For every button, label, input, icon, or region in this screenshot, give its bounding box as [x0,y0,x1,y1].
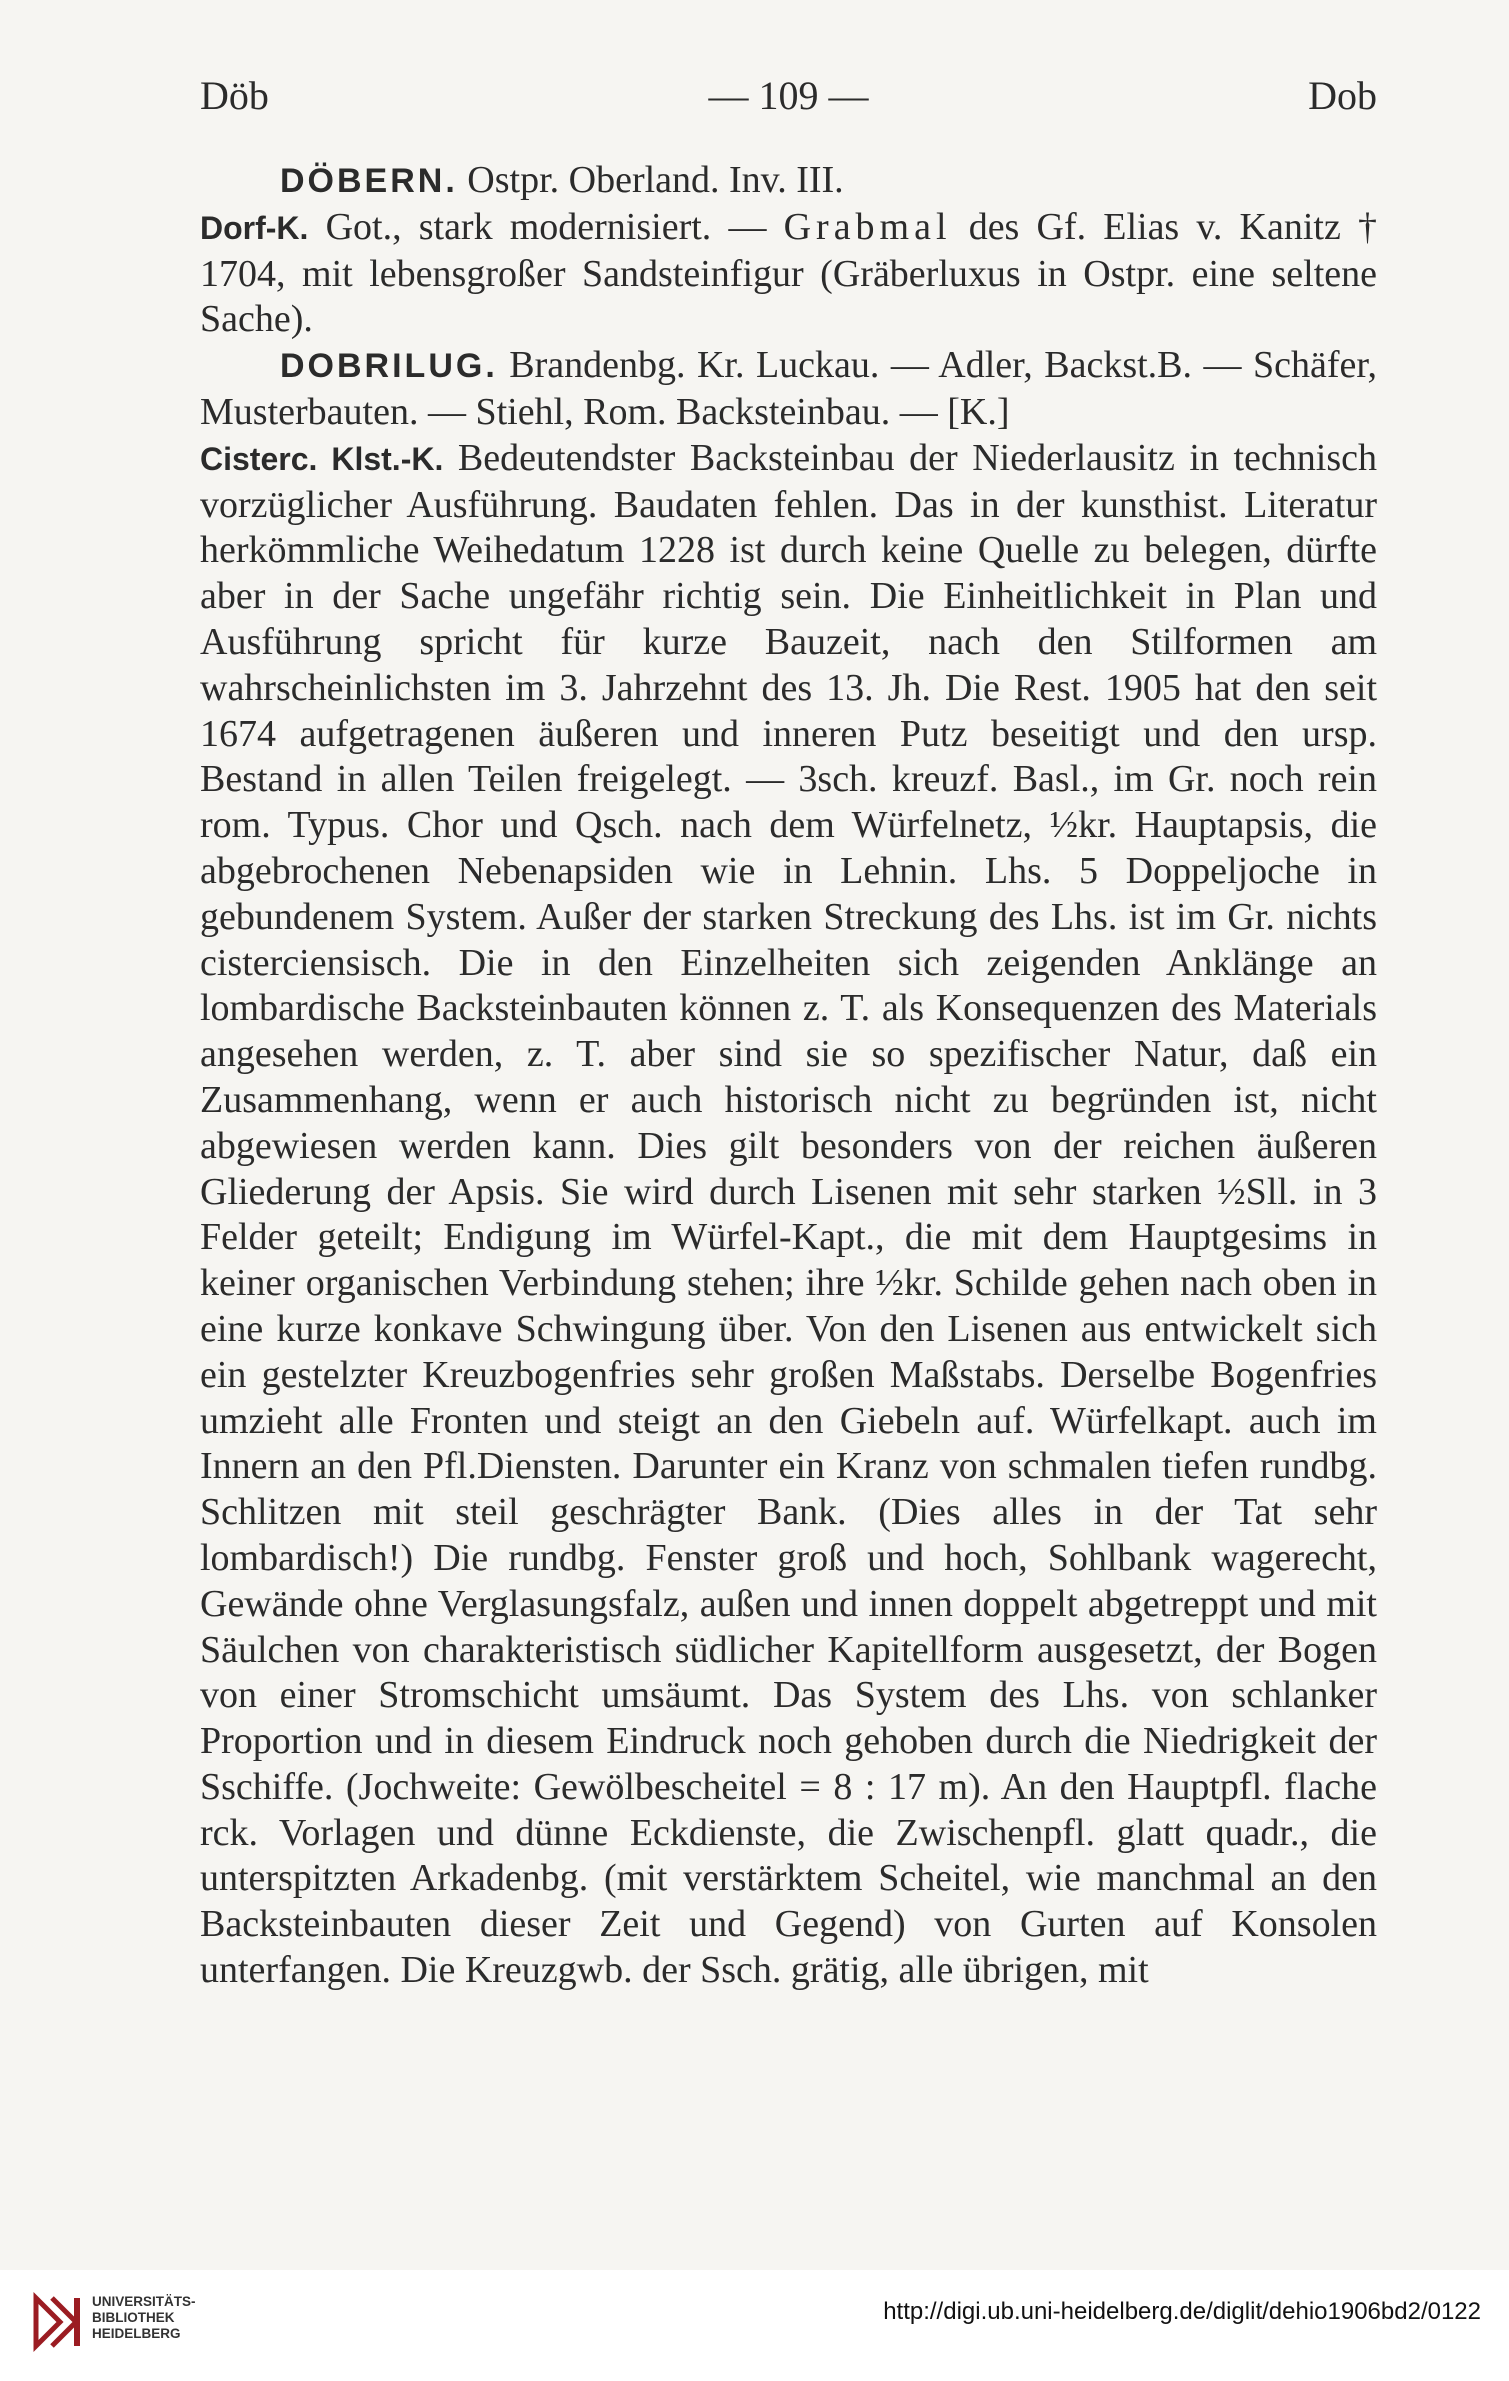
section-text: Got., stark modernisiert. — [308,205,784,248]
library-name-line: HEIDELBERG [92,2326,181,2341]
section-text: des Gf. Elias v. Kanitz † 1704, mit lebensgroßer Sandsteinfigur (Gräberluxus in Ostpr. eine seltene Sache). [200,205,1377,341]
header-left: Döb [200,73,269,118]
library-name-line: UNIVERSITÄTS- [92,2294,196,2309]
section-label: Cisterc. Klst.-K. [200,440,444,477]
entry-text [200,158,1377,1994]
library-logo-icon [30,2290,90,2354]
place-details: Ostpr. Oberland. Inv. III. [457,159,844,201]
source-url-link[interactable]: http://digi.ub.uni-heidelberg.de/diglit/dehio1906bd2/0122 [883,2298,1481,2325]
place-name: DÖBERN. [280,162,458,200]
entry-dobrilug [200,343,1377,436]
page-number: — 109 — [708,73,869,118]
section-text: Bedeutendster Backsteinbau der Niederlausitz in technisch vorzüglicher Ausführung. Baudaten fehlen. Das in der kunsthist. Literatur herkömmliche Weihedatum 1228 ist durch keine Quelle zu belegen, dürfte aber in der Sache ungefähr richtig sein. Die Einheitlichkeit in Plan und Ausführung spricht für kurze Bauzeit, nach den Stilformen am wahrscheinlichsten im 3. Jahrzehnt des 13. Jh. Die Rest. 1905 hat den seit 1674 aufgetragenen äußeren und inneren Putz beseitigt und den ursp. Bestand in allen Teilen freigelegt. — 3sch. kreuzf. Basl., im Gr. noch rein rom. Typus. Chor und Qsch. nach dem Würfelnetz, ½kr. Hauptapsis, die abgebrochenen Nebenapsiden wie in Lehnin. Lhs. 5 Doppeljoche in gebundenem System. Außer der starken Streckung des Lhs. ist im Gr. nichts cisterciensisch. Die in den Einzelheiten sich zeigenden Anklänge an lombardische Backsteinbauten können z. T. als Konsequenzen des Materials angesehen werden, z. T. aber sind sie so spezifischer Natur, daß ein Zusammenhang, wenn er auch historisch nicht zu begründen ist, nicht abgewiesen werden kann. Dies gilt besonders von der reichen äußeren Gliederung der Apsis. Sie wird durch Lisenen mit sehr starken ½Sll. in 3 Felder geteilt; Endigung im Würfel-Kapt., die mit dem Hauptgesims in keiner organischen Verbindung stehen; ihre ½kr. Schilde gehen nach oben in eine kurze konkave Schwingung über. Von den Lisenen aus entwickelt sich ein gestelzter Kreuzbogenfries sehr großen Maßstabs. Derselbe Bogenfries umzieht alle Fronten und steigt an den Giebeln auf. Würfelkapt. auch im Innern an den Pfl.Diensten. Darunter ein Kranz von schmalen tiefen rundbg. Schlitzen mit steil geschrägter Bank. (Dies alles in der Tat sehr lombardisch!) Die rundbg. Fenster groß und hoch, Sohlbank wagerecht, Gewände ohne Verglasungsfalz, außen und innen doppelt abgetreppt und mit Säulchen von charakteristisch südlicher Kapitellform ausgesetzt, der Bogen von einer Stromschicht umsäumt. Das System des Lhs. von schlanker Proportion und in diesem Eindruck noch gehoben durch die Niedrigkeit der Sschiffe. (Jochweite: Gewölbescheitel = 8 : 17 m). An den Hauptpfl. flache rck. Vorlagen und dünne Eckdienste, die Zwischenpfl. glatt quadr., die unterspitzten Arkadenbg. (mit verstärktem Scheitel, wie manchmal an den Backsteinbauten dieser Zeit und Gegend) von Gurten auf Konsolen unterfangen. Die Kreuzgwb. der Ssch. grätig, alle übrigen, mit [200,436,1378,1992]
section-klosterkirche [200,436,1377,1994]
section-label: Dorf-K. [200,209,309,246]
spaced-term: Grabmal [783,205,952,248]
header-right: Dob [1308,73,1377,118]
entry-doebern [200,158,1377,205]
library-name [92,2294,196,2342]
place-name: DOBRILUG. [280,347,498,386]
section-dorfkirche [200,205,1377,343]
place-details: Brandenbg. Kr. Luckau. — Adler, Backst.B. — Schäfer, Musterbauten. — Stiehl, Rom. Backsteinbau. — [K.] [200,344,1377,433]
library-name-line: BIBLIOTHEK [92,2310,175,2325]
running-head [200,72,1377,122]
library-footer [0,2270,1509,2381]
